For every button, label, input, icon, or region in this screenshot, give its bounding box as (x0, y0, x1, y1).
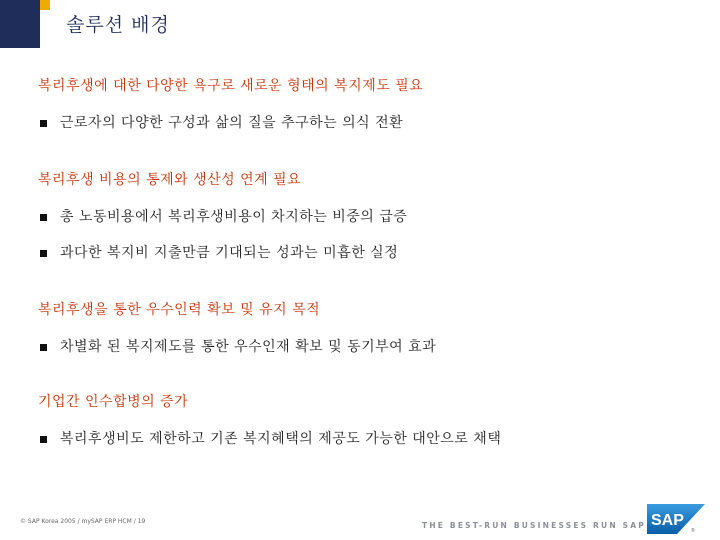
bullet-text: 과다한 복지비 지출만큼 기대되는 성과는 미흡한 실정 (60, 245, 399, 261)
title-bar-block (0, 0, 40, 48)
copyright-icon: © (20, 518, 26, 525)
bullet-item (38, 334, 698, 360)
section-heading: 복리후생에 대한 다양한 욕구로 새로운 형태의 복지제도 필요 (38, 78, 424, 94)
bullet-text: 근로자의 다양한 구성과 삶의 질을 추구하는 의식 전환 (60, 115, 404, 131)
tagline: THE BEST-RUN BUSINESSES RUN SAP (422, 521, 646, 530)
content-area (38, 74, 698, 452)
footer (0, 500, 720, 540)
svg-text:SAP: SAP (651, 512, 684, 529)
bullet-item (38, 240, 698, 266)
copyright-label: SAP Korea 2005 / mySAP ERP HCM / 19 (27, 518, 146, 525)
bullet-square-icon (40, 214, 47, 221)
bullet-square-icon (40, 436, 47, 443)
section-2 (38, 168, 698, 266)
section-heading: 기업간 인수합병의 증가 (38, 394, 189, 410)
svg-text:®: ® (691, 528, 695, 534)
title-bar (0, 0, 720, 48)
bullet-text: 차별화 된 복지제도를 통한 우수인재 확보 및 동기부여 효과 (60, 339, 437, 355)
bullet-text: 복리후생비도 제한하고 기존 복지혜택의 제공도 가능한 대안으로 채택 (60, 431, 502, 447)
bullet-item (38, 110, 698, 136)
slide-title: 솔루션 배경 (66, 14, 170, 36)
bullet-item (38, 204, 698, 230)
section-4 (38, 390, 698, 452)
bullet-square-icon (40, 250, 47, 257)
bullet-text: 총 노동비용에서 복리후생비용이 차지하는 비중의 급증 (60, 209, 408, 225)
section-1 (38, 74, 698, 136)
section-heading: 복리후생을 통한 우수인력 확보 및 유지 목적 (38, 302, 321, 318)
section-heading: 복리후생 비용의 통제와 생산성 연계 필요 (38, 172, 302, 188)
copyright-text (20, 518, 145, 525)
sap-logo (647, 504, 705, 534)
section-3 (38, 298, 698, 360)
bullet-square-icon (40, 120, 47, 127)
accent-square (40, 0, 50, 10)
bullet-square-icon (40, 344, 47, 351)
bullet-item (38, 426, 698, 452)
